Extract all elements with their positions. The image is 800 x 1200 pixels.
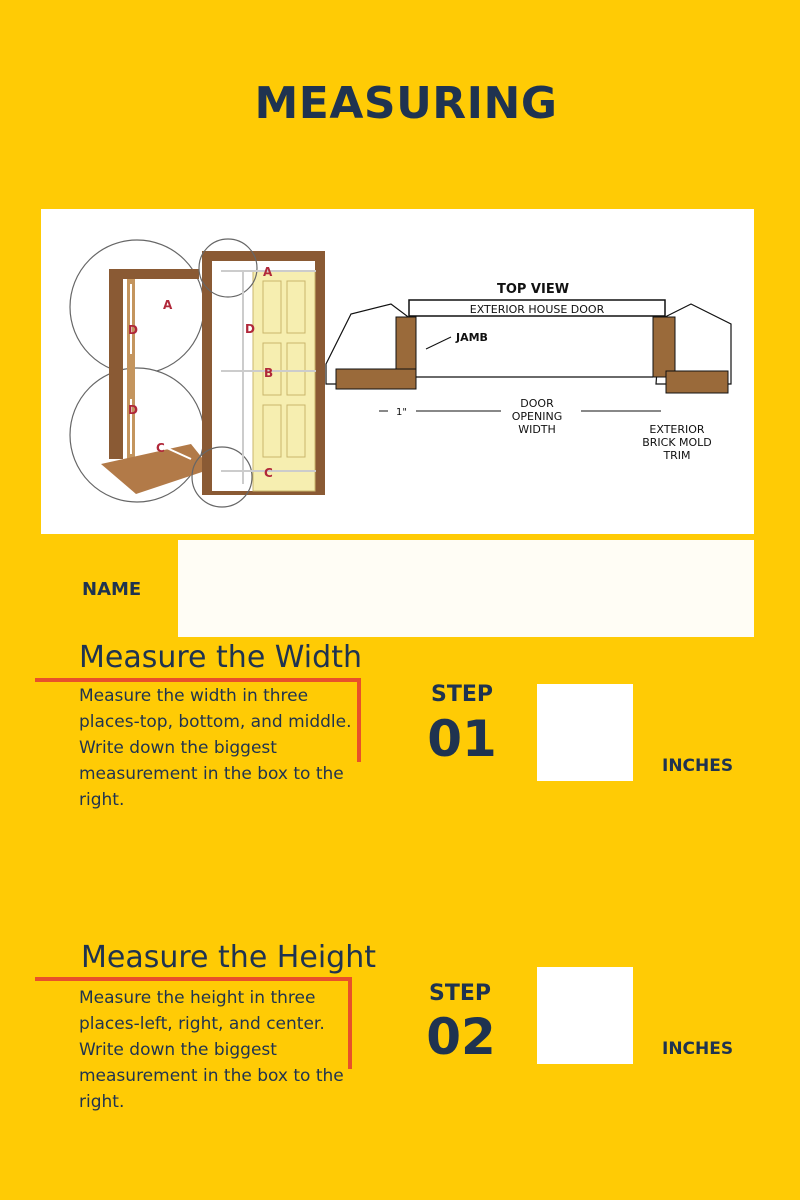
width-measurement-input[interactable] — [537, 684, 633, 781]
label-b: B — [264, 366, 274, 380]
step1-accent-bar — [357, 678, 361, 762]
step2-description: Measure the height in three places-left, right, and center. Write down the biggest measurement in the box to the right. — [79, 988, 344, 1112]
jamb-label: JAMB — [456, 331, 488, 344]
name-input[interactable] — [178, 540, 754, 637]
label-d-detail-bottom: D — [128, 403, 138, 417]
label-d: D — [245, 322, 255, 336]
step1-title: Measure the Width — [79, 640, 362, 675]
height-measurement-input[interactable] — [537, 967, 633, 1064]
step1-label: STEP — [430, 682, 493, 707]
brick-mold-line1: EXTERIOR — [649, 423, 705, 436]
step2-number: 02 — [426, 1008, 496, 1066]
door-opening-line3: WIDTH — [518, 423, 556, 436]
brick-mold-line2: BRICK MOLD — [642, 436, 712, 449]
door-measuring-diagram — [41, 209, 754, 534]
label-c: C — [264, 466, 273, 480]
page-title: MEASURING — [254, 78, 558, 129]
label-c-detail: C — [156, 441, 165, 455]
label-a-detail: A — [163, 298, 173, 312]
step2-title: Measure the Height — [81, 940, 376, 975]
step1-accent-line — [35, 678, 361, 682]
one-inch-label: 1" — [396, 407, 407, 418]
exterior-house-door-label: EXTERIOR HOUSE DOOR — [469, 303, 605, 316]
brick-mold-line3: TRIM — [663, 449, 691, 462]
step2-unit: INCHES — [662, 1039, 734, 1059]
step1-description: Measure the width in three places-top, bottom, and middle. Write down the biggest measurement in the box to the right. — [79, 686, 352, 810]
step2-label: STEP — [428, 981, 491, 1006]
door-opening-line2: OPENING — [511, 410, 563, 423]
name-label: NAME — [82, 579, 142, 600]
top-view-label: TOP VIEW — [496, 282, 570, 297]
label-a: A — [263, 265, 273, 279]
step1-unit: INCHES — [662, 756, 734, 776]
step1-number: 01 — [427, 710, 497, 768]
label-d-detail-top: D — [128, 323, 138, 337]
diagram-illustration — [41, 209, 754, 534]
door-opening-line1: DOOR — [520, 397, 554, 410]
step2-accent-line — [35, 977, 351, 981]
